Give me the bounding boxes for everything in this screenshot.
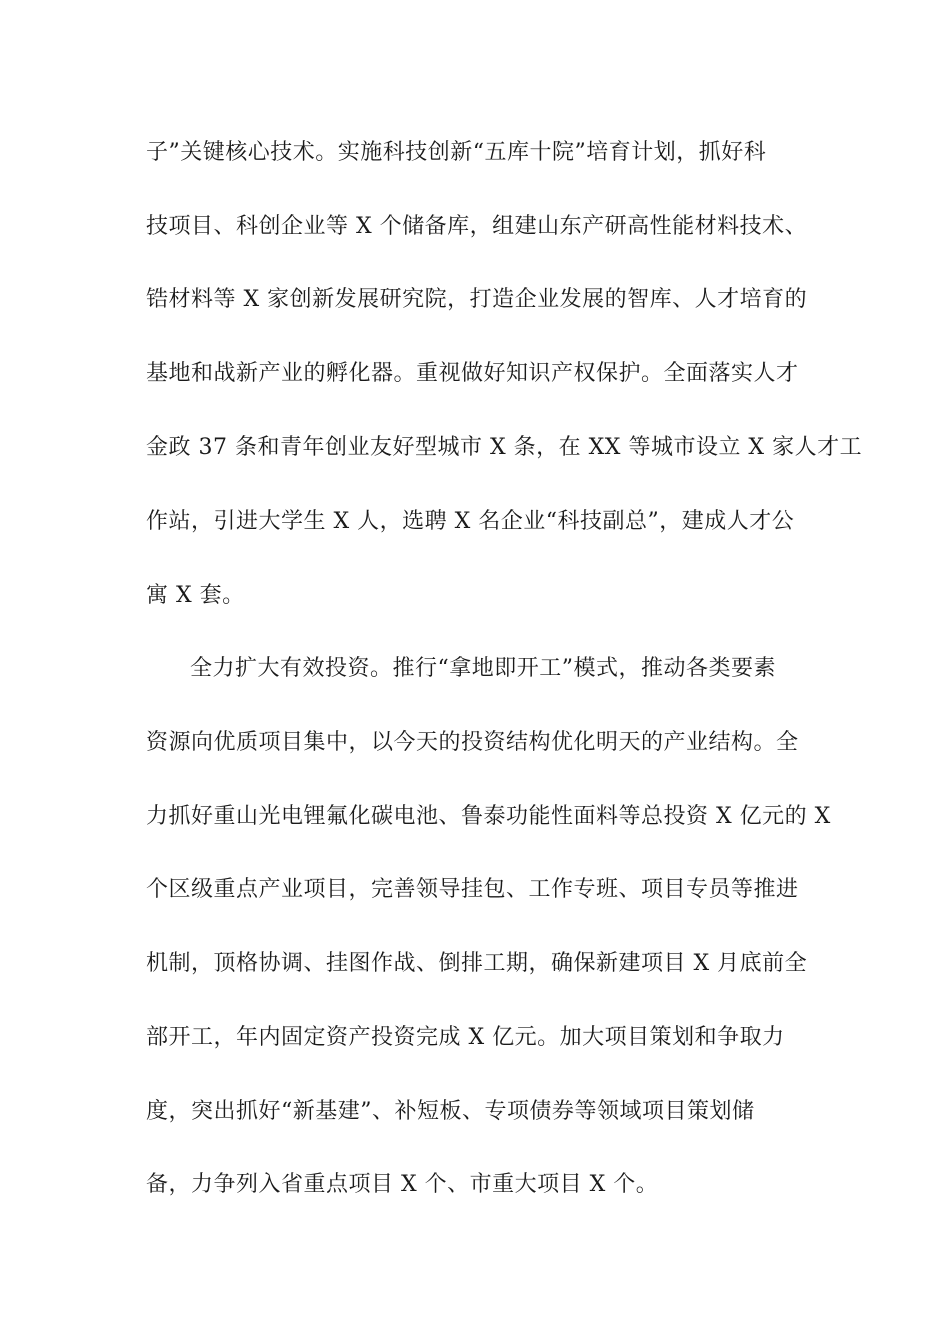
text-line: 寓 X 套。 xyxy=(146,583,245,608)
text-line: 个区级重点产业项目，完善领导挂包、工作专班、项目专员等推进 xyxy=(146,877,799,902)
text-line: 作站，引进大学生 X 人，选聘 X 名企业“科技副总”，建成人才公 xyxy=(146,509,795,534)
text-line: 金政 37 条和青年创业友好型城市 X 条，在 XX 等城市设立 X 家人才工 xyxy=(146,435,863,460)
text-line: 技项目、科创企业等 X 个储备库，组建山东产研高性能材料技术、 xyxy=(146,214,808,239)
text-line: 资源向优质项目集中，以今天的投资结构优化明天的产业结构。全 xyxy=(146,730,799,755)
text-line: 锆材料等 X 家创新发展研究院，打造企业发展的智库、人才培育的 xyxy=(146,287,808,312)
text-line: 基地和战新产业的孵化器。重视做好知识产权保护。全面落实人才 xyxy=(146,361,799,386)
text-line: 力抓好重山光电锂氟化碳电池、鲁泰功能性面料等总投资 X 亿元的 X xyxy=(146,804,831,829)
text-line: 部开工，年内固定资产投资完成 X 亿元。加大项目策划和争取力 xyxy=(146,1025,785,1050)
text-line: 度，突出抓好“新基建”、补短板、专项债券等领域项目策划储 xyxy=(146,1099,755,1124)
paragraph-first-line: 全力扩大有效投资。推行“拿地即开工”模式，推动各类要素 xyxy=(190,656,776,681)
text-line: 子”关键核心技术。实施科技创新“五库十院”培育计划，抓好科 xyxy=(146,140,767,165)
text-line: 备，力争列入省重点项目 X 个、市重大项目 X 个。 xyxy=(146,1172,659,1197)
text-line: 机制，顶格协调、挂图作战、倒排工期，确保新建项目 X 月底前全 xyxy=(146,951,808,976)
